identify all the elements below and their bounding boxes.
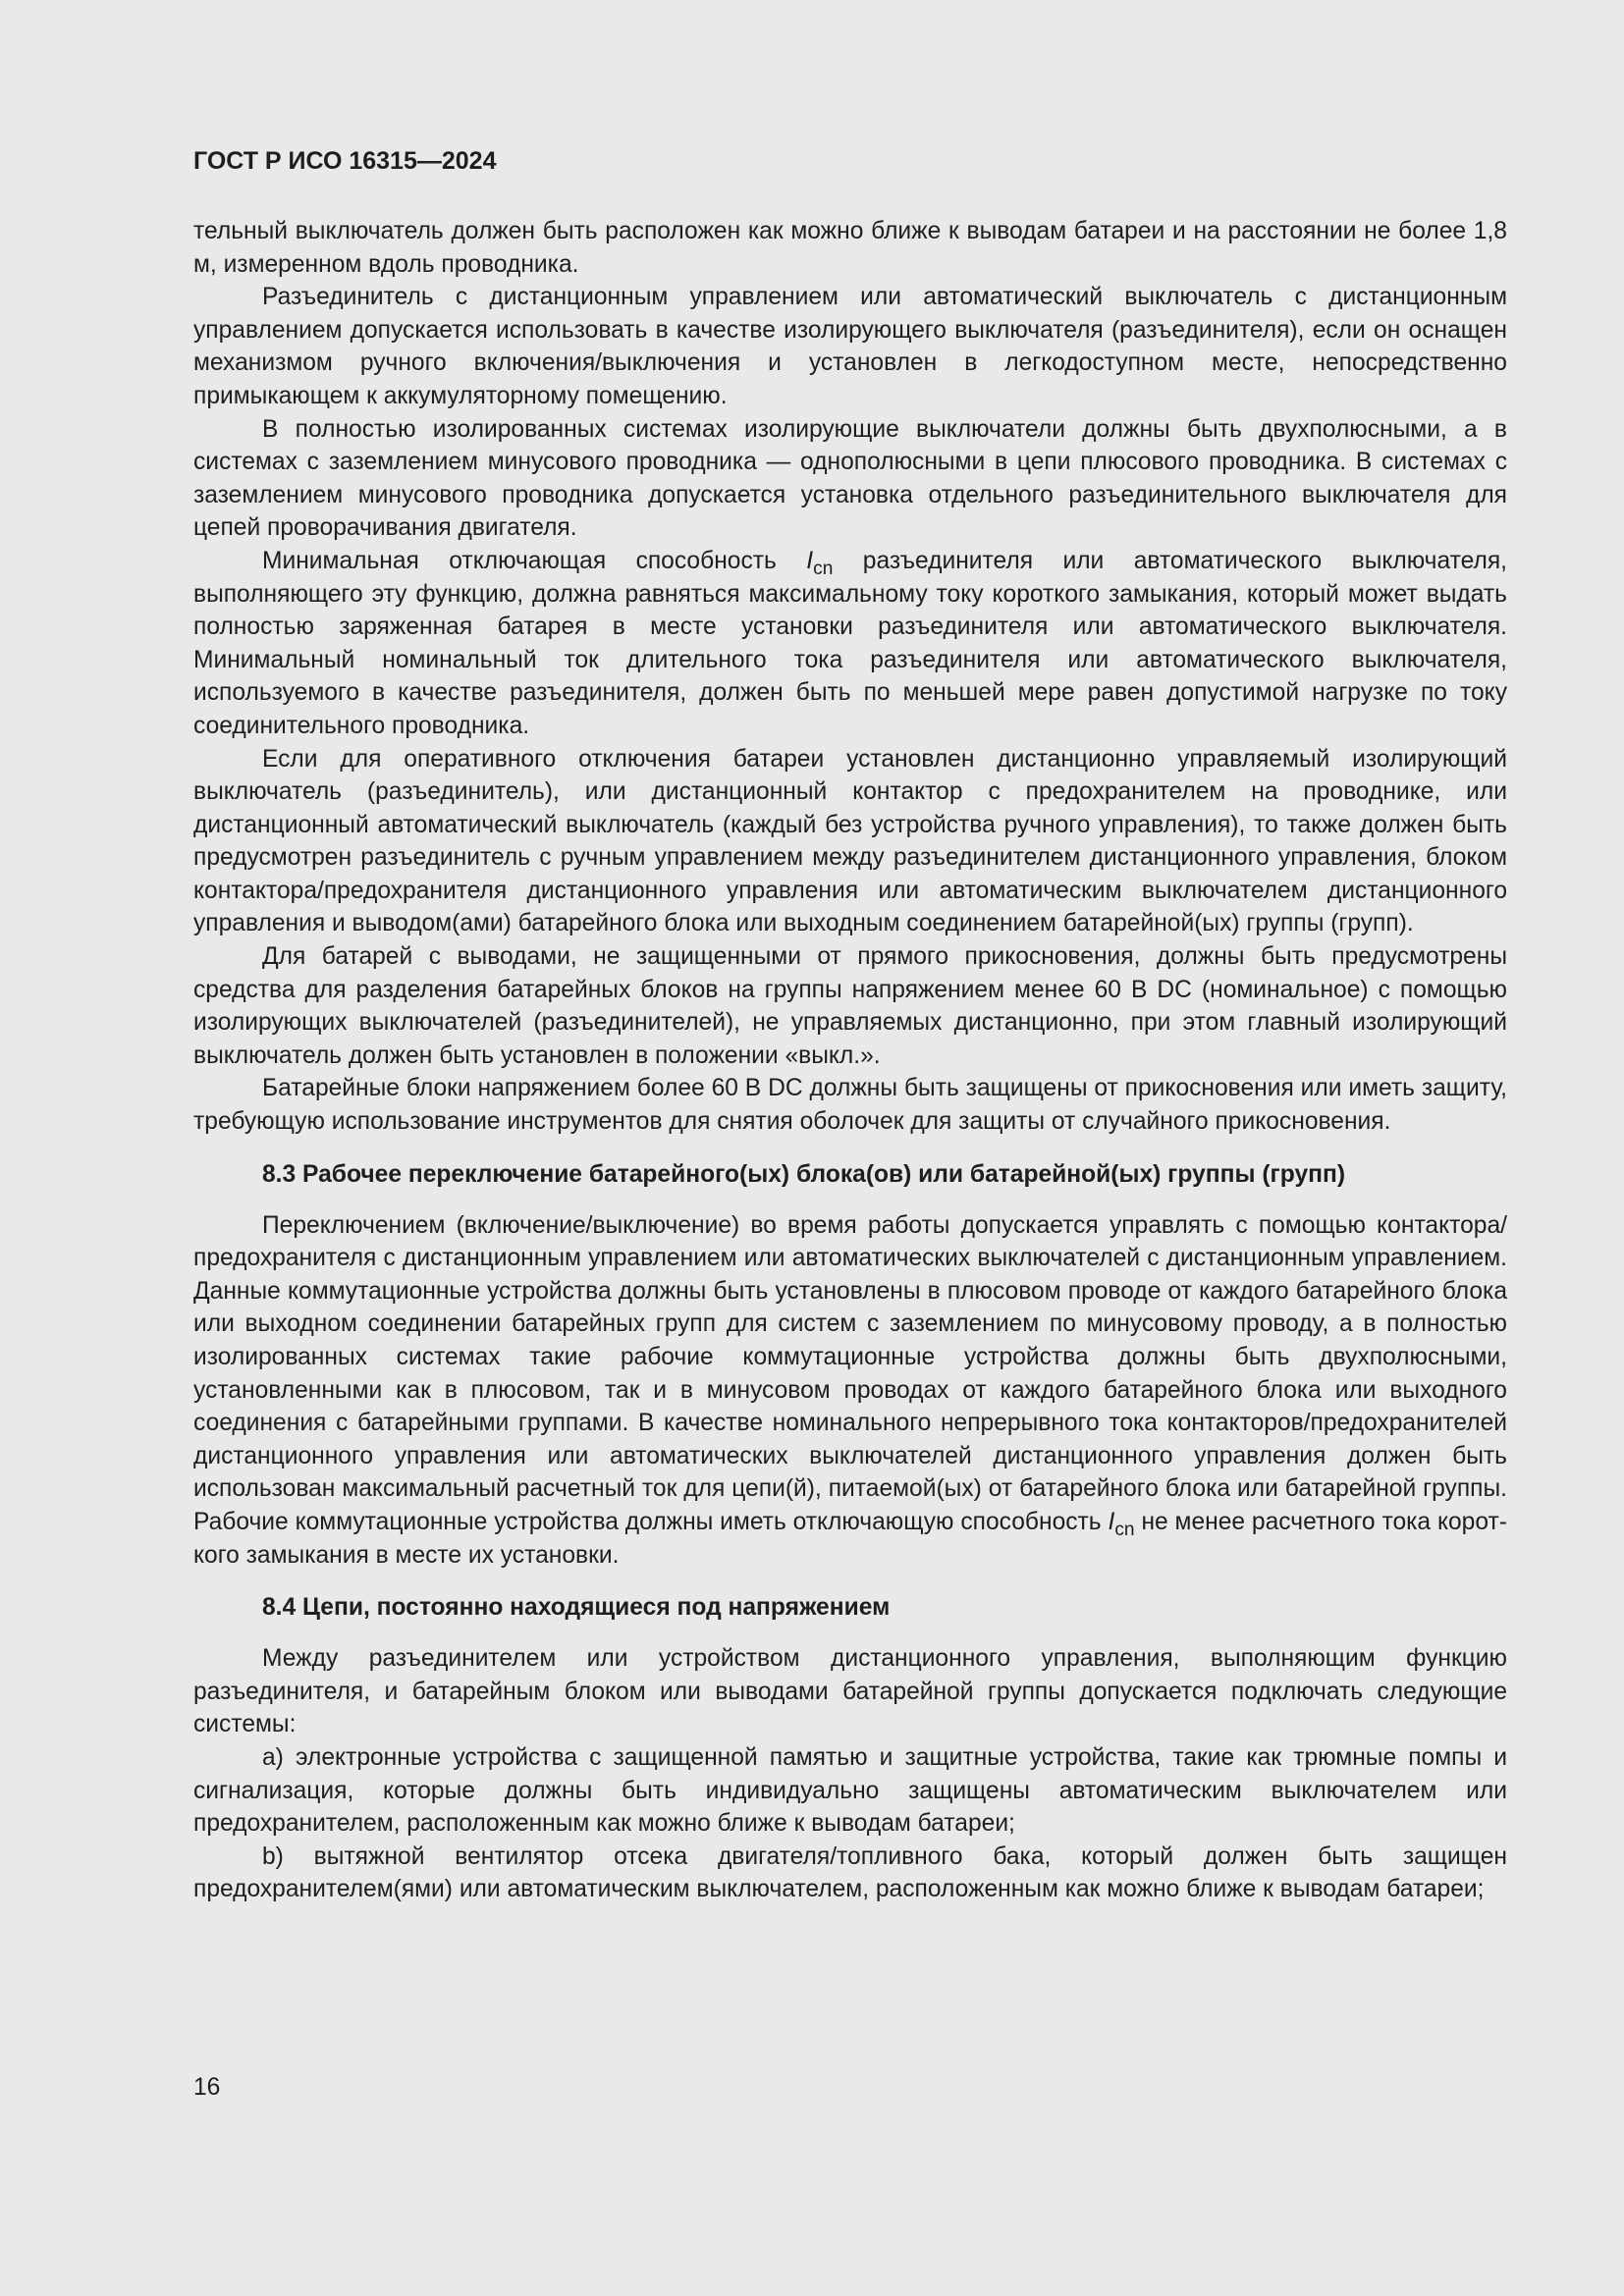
list-item: a) электронные устройства с защищенной памятью и защитные устройства, такие как трюмные помпы и сигнализация, которые должны быть индивидуально защищены автоматическим выключателем или предохранителем, расположенным как можно ближе к выводам батареи; [193,1743,1507,1838]
list-item: b) вытяжной вентилятор отсека двигателя/топливного бака, который должен быть защищен предохранителем(ями) или автоматическим выключателем, расположенным как можно ближе к выводам батареи; [193,1842,1507,1903]
symbol-subscript: cn [1114,1519,1135,1540]
paragraph-text: Минимальная отключающая способность [262,547,777,574]
paragraph: Разъединитель с дистанционным управлением или автоматический выключатель с дистанционным управлением допускается использовать в качестве изолирующего выключателя (разъединителя), если он оснащен механизмом ручного включения/выключения и установлен в легкодоступном месте, непосредственно примыкающем к аккумуляторному помещению. [193,284,1507,409]
section-heading: 8.3 Рабочее переключение батарейного(ых) блока(ов) или батарейной(ых) группы (групп) [262,1160,1346,1188]
paragraph: Между разъединителем или устройством дистанционного управления, выполняющим функцию разъединителя, и батарейным блоком или выводами батарейной группы допускается подключать следующие системы: [193,1645,1507,1738]
paragraph [193,545,1507,743]
paragraph-text: Переключением (включение/выключение) во время работы допускается управлять с помощью контактора/предохранителя с дистанционным управлением или автоматических выключателей с дистанционным управлением. Данные коммутационные устройства должны быть установлены в плюсовом проводе от каждого батарейного блока или выходном соединении батарейных групп для систем с заземлением по минусовому проводу, а в полностью изолированных системах такие рабочие коммутационные устройства должны быть двухполюсными, установленными как в плюсовом, так и в минусовом проводах от каждого батарейного блока или выходного соединения с батарейными группами. В качестве номинального непрерывного тока контакторов/предохранителей дистанционного управления или автоматических выключателей дистанционного управления должен быть использован максимальный расчетный ток для цепи(й), питаемой(ых) от батарейного блока или батарейной группы. Рабочие коммутационные устройства должны иметь отключающую способность [193,1211,1507,1535]
paragraph: Батарейные блоки напряжением более 60 В DC должны быть защищены от прикосновения или иметь защиту, требующую использование инструментов для снятия оболочек для защиты от случайного прикосновения. [193,1075,1507,1136]
paragraph: Для батарей с выводами, не защищенными от прямого прикосновения, должны быть предусмотрены средства для разделения батарейных блоков на группы напряжением менее 60 В DC (номинальное) с помощью изолирующих выключателей (разъединителей), не управляемых дистанционно, при этом главный изолирующий выключатель должен быть установлен в положении «выкл.». [193,943,1507,1069]
paragraph: Если для оперативного отключения батареи установлен дистанционно управляемый изолирующий выключатель (разъединитель), или дистанционный контактор с предохранителем на проводнике, или дистанционный автоматический выключатель (каждый без устройства ручного управления), то также должен быть предусмотрен разъединитель с ручным управлением между разъединителем дистанционного управления, блоком контактора/предохранителя дистанционного управления или автоматическим выключателем дистанционного управления и выводом(ами) батарейного блока или выходным соединением батарейной(ых) группы (групп). [193,745,1507,937]
page-number: 16 [193,2074,221,2101]
section-heading: 8.4 Цепи, постоянно находящиеся под напряжением [262,1594,891,1622]
paragraph-text: не менее расчетного тока короткого замыкания в месте их установки. [193,1508,1507,1569]
symbol-letter: I [806,547,814,574]
paragraph: тельный выключатель должен быть расположен как можно ближе к выводам батареи и на расстоянии не более 1,8 м, измеренном вдоль проводника. [193,218,1507,278]
page-content [193,147,1507,1906]
paragraph-text: разъединителя или автоматического выключателя, выполняющего эту функцию, должна равняться максимальному току короткого замыкания, который может выдать полностью заряженная батарея в месте установки разъединителя или автоматического выключателя. Минимальный номинальный ток длительного тока разъединителя или автоматического выключателя, используемого в качестве разъединителя, должен быть по меньшей мере равен допустимой нагрузке по току соединительного проводника. [193,547,1507,739]
document-header: ГОСТ Р ИСО 16315—2024 [193,147,497,175]
symbol-icn [806,547,834,579]
paragraph [193,1209,1507,1573]
symbol-subscript: cn [813,558,834,579]
symbol-letter: I [1108,1508,1115,1535]
paragraph: В полностью изолированных системах изолирующие выключатели должны быть двухполюсными, а в системах с заземлением минусового проводника — однополюсными в цепи плюсового проводника. В системах с заземлением минусового проводника допускается установка отдельного разъединительного выключателя для цепей проворачивания двигателя. [193,415,1507,542]
symbol-icn [1108,1508,1135,1540]
